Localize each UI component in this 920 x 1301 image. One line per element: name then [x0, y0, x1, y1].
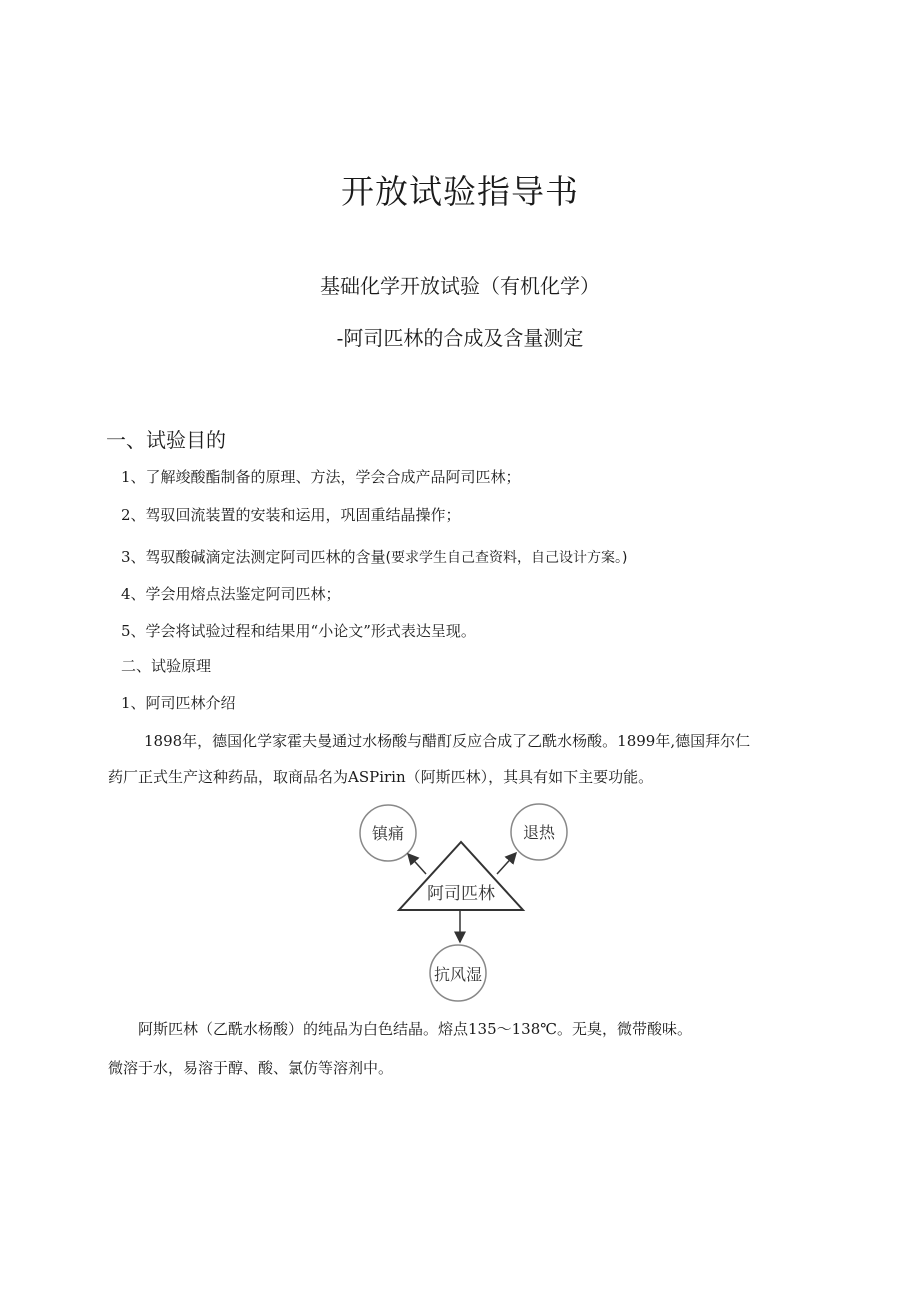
subtitle-course: 基础化学开放试验（有机化学） [320, 274, 600, 298]
objective-item-2: 2、驾驭回流装置的安装和运用，巩固重结晶操作； [121, 506, 461, 524]
arrow-right [497, 853, 516, 874]
section-2-heading: 二、试验原理 [121, 657, 212, 675]
properties-paragraph-line-1: 阿斯匹林（乙酰水杨酸）的纯品为白色结晶。熔点135～138℃。无臭，微带酸味。 [138, 1020, 693, 1038]
aspirin-intro-heading: 1、阿司匹林介绍 [121, 694, 236, 712]
objective-item-1: 1、了解竣酸酯制备的原理、方法，学会合成产品阿司匹林； [121, 468, 521, 486]
arrow-left [408, 854, 426, 874]
objective-item-3-note: (要求学生自己查资料，自己设计方案。) [385, 550, 628, 566]
history-paragraph-line-1: 1898年，德国化学家霍夫曼通过水杨酸与醋酊反应合成了乙酰水杨酸。1899年,德国拜尔仁 [144, 732, 751, 750]
document-title: 开放试验指导书 [341, 172, 579, 211]
diagram-center-label: 阿司匹林 [427, 884, 495, 904]
objective-item-5: 5、学会将试验过程和结果用“小论文”形式表达呈现。 [121, 622, 476, 640]
aspirin-functions-diagram [350, 800, 570, 1008]
objective-item-4: 4、学会用熔点法鉴定阿司匹林； [121, 585, 341, 603]
subtitle-experiment: -阿司匹林的合成及含量测定 [336, 326, 584, 350]
objective-item-3-text: 3、驾驭酸碱滴定法测定阿司匹林的含量 [121, 548, 386, 566]
section-1-heading: 一、试验目的 [106, 428, 226, 452]
diagram-right-label: 退热 [522, 823, 556, 842]
properties-paragraph-line-2: 微溶于水，易溶于醇、酸、氯仿等溶剂中。 [108, 1059, 394, 1077]
diagram-bottom-label: 抗风湿 [433, 965, 483, 984]
diagram-left-label: 镇痛 [371, 824, 405, 843]
objective-item-3 [121, 546, 627, 567]
history-paragraph-line-2: 药厂正式生产这种药品，取商品名为ASPirin（阿斯匹林），其具有如下主要功能。 [108, 768, 654, 786]
